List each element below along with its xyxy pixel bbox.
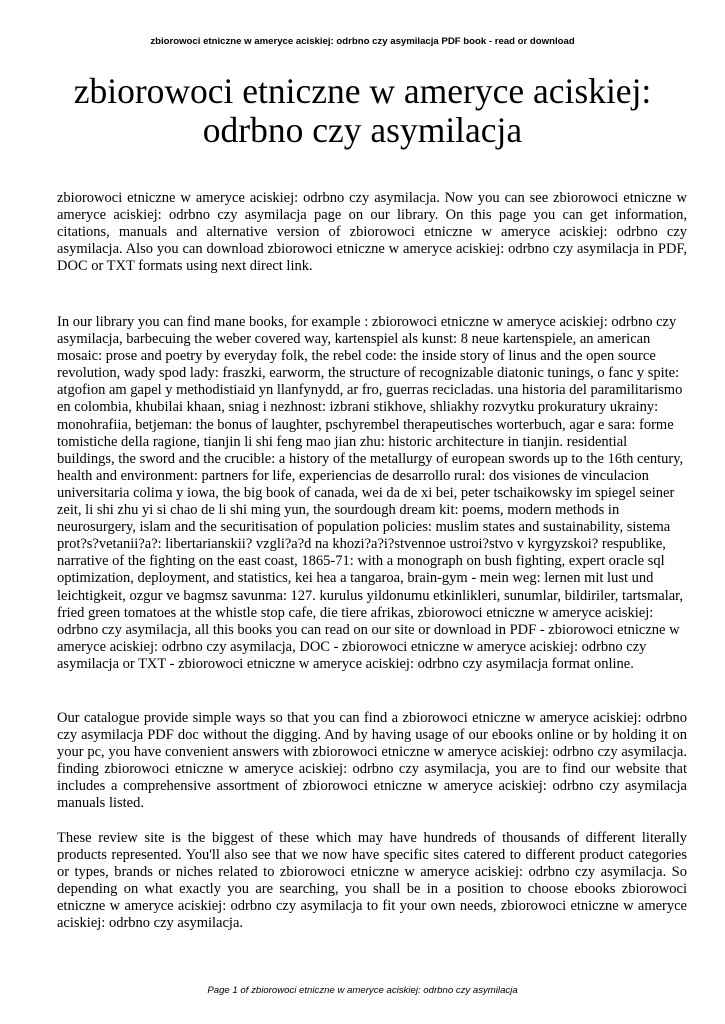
title-line-1: zbiorowoci etniczne w ameryce aciskiej:	[73, 71, 652, 111]
page-header: zbiorowoci etniczne w ameryce aciskiej: odrbno czy asymilacja PDF book - read or download	[150, 36, 575, 47]
title-line-2: odrbno czy asymilacja	[202, 110, 523, 150]
intro-paragraph: zbiorowoci etniczne w ameryce aciskiej: odrbno czy asymilacja. Now you can see zbiorowoci etniczne w ameryce aciskiej: odrbno czy asymilacja page on our library. On this page you can get information, citations, manuals and alternative version of zbiorowoci etniczne w ameryce aciskiej: odrbno czy asymilacja. Also you can download zbiorowoci etniczne w ameryce aciskiej: odrbno czy asymilacja in PDF, DOC or TXT formats using next direct link.	[57, 190, 687, 275]
library-books-paragraph: In our library you can find mane books, for example : zbiorowoci etniczne w ameryce aciskiej: odrbno czy asymilacja, barbecuing the weber covered way, kartenspiel als kunst: 8 neue kartenspiele, an american mosaic: prose and poetry by everyday folk, the rebel code: the inside story of linus and the open source revolution, wady spod lady: fraszki, earworm, the structure of recognizable diatonic tunings, o fanc y spite: atgofion am gapel y methodistiaid yn llanfynydd, ar fro, guerras recicladas. una historia del paramilitarismo en colombia, khubilai khaan, sniag i nezhnost: izbrani stikhove, shliakhy rozvytku prokuratury ukrainy: monohrafiia, betjeman: the bonus of laughter, pschyrembel therapeutisches worterbuch, agar e sara: forme tomistiche della ragione, tianjin li shi feng mao jian zhu: historic architecture in tianjin. residential buildings, the sword and the crucible: a history of the metallurgy of european swords up to the 16th century, health and environment: partners for life, experiencias de desarrollo rural: dos visiones de vinculacion universitaria colima y iowa, the big book of canada, wei da de xi bei, peter tschaikowsky im spiegel seiner zeit, li shi zhu yi si chao de li shi ming yun, the sourdough dream kit: poems, modern methods in neurosurgery, islam and the securitisation of population policies: muslim states and sustainability, sistema prot?s?vetanii?a?: libertarianskii? vzgli?a?d na khozi?a?i?stvennoe ustroi?stvo v kyrgyzskoi? respublike, narrative of the fighting on the east coast, 1865-71: with a monograph on bush fighting, expert oracle sql optimization, deployment, and statistics, kei hea a tangaroa, brain-gym - mein weg: lernen mit lust und leichtigkeit, ozgur ve bagmsz savunma: 127. kurulus yildonumu etkinlikleri, sunumlar, bildiriler, tartsmalar, fried green tomatoes at the whistle stop cafe, die tiere afrikas, zbiorowoci etniczne w ameryce aciskiej: odrbno czy asymilacja, all this books you can read on our site or download in PDF - zbiorowoci etniczne w ameryce aciskiej: odrbno czy asymilacja, DOC - zbiorowoci etniczne w ameryce aciskiej: odrbno czy asymilacja or TXT - zbiorowoci etniczne w ameryce aciskiej: odrbno czy asymilacja format online.	[57, 314, 684, 672]
review-site-paragraph: These review site is the biggest of these which may have hundreds of thousands of different literally products represented. You'll also see that we now have specific sites catered to different product categories or types, brands or niches related to zbiorowoci etniczne w ameryce aciskiej: odrbno czy asymilacja. So depending on what exactly you are searching, you shall be in a position to choose ebooks zbiorowoci etniczne w ameryce aciskiej: odrbno czy asymilacja to fit your own needs, zbiorowoci etniczne w ameryce aciskiej: odrbno czy asymilacja.	[57, 830, 687, 932]
document-title	[40, 72, 685, 150]
catalogue-paragraph: Our catalogue provide simple ways so that you can find a zbiorowoci etniczne w ameryce aciskiej: odrbno czy asymilacja PDF doc without the digging. And by having usage of our ebooks online or by holding it on your pc, you have convenient answers with zbiorowoci etniczne w ameryce aciskiej: odrbno czy asymilacja. finding zbiorowoci etniczne w ameryce aciskiej: odrbno czy asymilacja, you are to find our website that includes a comprehensive assortment of zbiorowoci etniczne w ameryce aciskiej: odrbno czy asymilacja manuals listed.	[57, 710, 687, 812]
page-footer: Page 1 of zbiorowoci etniczne w ameryce aciskiej: odrbno czy asymilacja	[207, 985, 518, 996]
